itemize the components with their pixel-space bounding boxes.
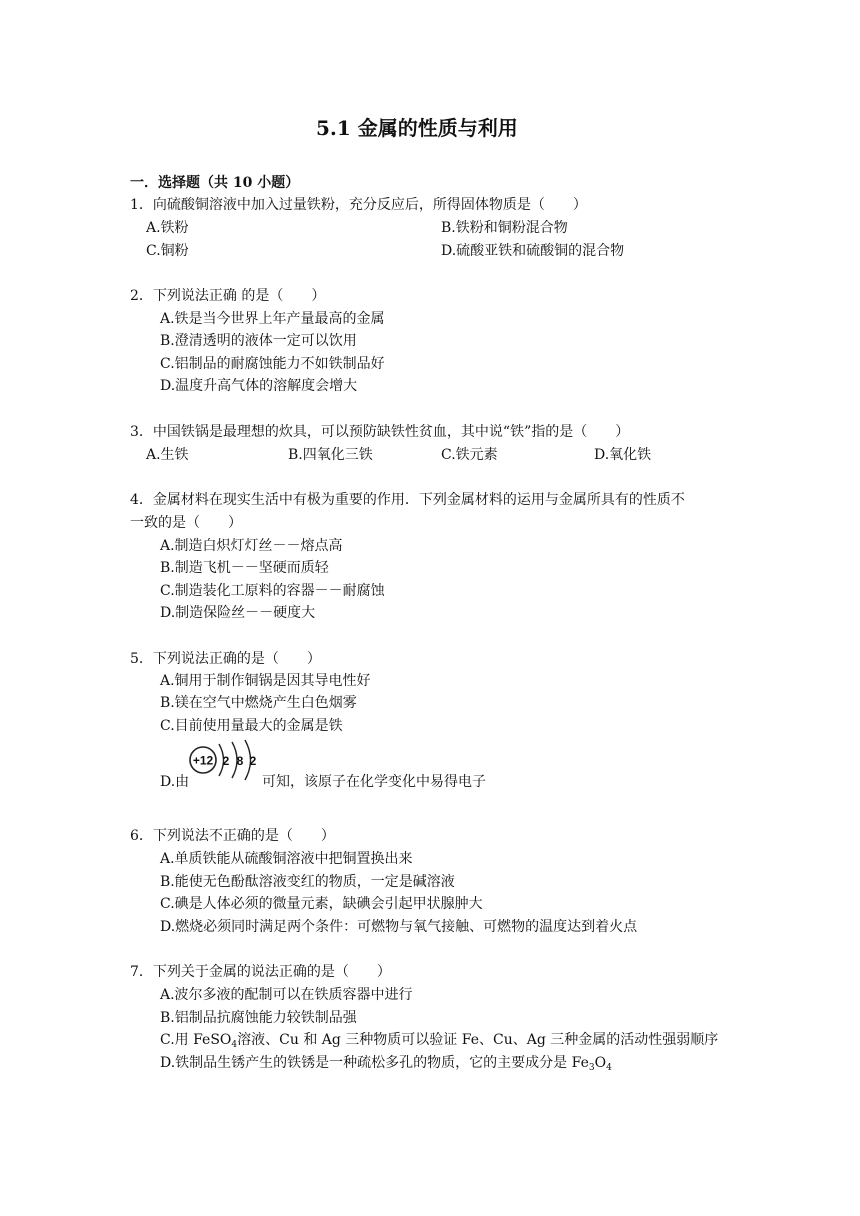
nucleus-charge-label: +12	[192, 753, 214, 768]
question-4-stem-line2: 一致的是（ ）	[130, 515, 242, 531]
question-7-option-d: D.铁制品生锈产生的铁锈是一种疏松多孔的物质，它的主要成分是 $Fe_3O_4$	[160, 1055, 612, 1073]
question-7-stem: 7．下列关于金属的说法正确的是（ ）	[130, 964, 391, 980]
question-4-stem-line1: 4．金属材料在现实生活中有极为重要的作用．下列金属材料的运用与金属所具有的性质不	[130, 492, 685, 508]
question-2-option-d: D.温度升高气体的溶解度会增大	[160, 378, 358, 394]
question-4-option-d: D.制造保险丝－－硬度大	[160, 605, 316, 621]
question-7-option-b: B.铝制品抗腐蚀能力较铁制品强	[160, 1010, 357, 1026]
question-5-option-a: A.铜用于制作铜锅是因其导电性好	[160, 673, 371, 689]
question-1-option-b: B.铁粉和铜粉混合物	[441, 220, 568, 236]
question-6-option-b: B.能使无色酚酞溶液变红的物质，一定是碱溶液	[160, 874, 455, 890]
question-2-stem: 2．下列说法正确 的是（ ）	[130, 288, 326, 304]
question-5-option-d-suffix: 可知，该原子在化学变化中易得电子	[262, 774, 486, 790]
question-3-option-c: C.铁元素	[441, 447, 498, 463]
question-6-option-a: A.单质铁能从硫酸铜溶液中把铜置换出来	[160, 851, 413, 867]
atomic-structure-diagram	[186, 738, 262, 786]
question-1-option-d: D.硫酸亚铁和硫酸铜的混合物	[441, 243, 625, 259]
question-5-option-c: C.目前使用量最大的金属是铁	[160, 718, 343, 734]
shell-2-electrons: 8	[236, 754, 244, 768]
question-7-option-c: C.用 FeSO$_4$溶液、Cu 和 Ag 三种物质可以验证 Fe、Cu、Ag 三种金属的活动性强弱顺序	[160, 1032, 719, 1050]
question-5-stem: 5．下列说法正确的是（ ）	[130, 651, 321, 667]
question-4-option-c: C.制造装化工原料的容器－－耐腐蚀	[160, 583, 385, 599]
section-heading: 一．选择题（共 10 小题）	[130, 175, 300, 191]
question-3-stem: 3．中国铁锅是最理想的炊具，可以预防缺铁性贫血，其中说“铁”指的是（ ）	[130, 424, 630, 440]
question-2-option-a: A.铁是当今世界上年产量最高的金属	[160, 311, 385, 327]
question-6-option-d: D.燃烧必须同时满足两个条件：可燃物与氧气接触、可燃物的温度达到着火点	[160, 919, 638, 935]
question-6-stem: 6．下列说法不正确的是（ ）	[130, 828, 335, 844]
question-4-option-a: A.制造白炽灯灯丝－－熔点高	[160, 538, 343, 554]
question-5-option-b: B.镁在空气中燃烧产生白色烟雾	[160, 695, 357, 711]
question-1-option-c: C.铜粉	[146, 243, 189, 259]
question-4-option-b: B.制造飞机－－坚硬而质轻	[160, 560, 329, 576]
page-title: 5.1 金属的性质与利用	[316, 116, 518, 140]
shell-1-electrons: 2	[222, 754, 230, 768]
question-2-option-b: B.澄清透明的液体一定可以饮用	[160, 333, 357, 349]
question-5-option-d-prefix: D.由	[160, 774, 190, 790]
question-1-option-a: A.铁粉	[146, 220, 189, 236]
shell-3-electrons: 2	[249, 754, 257, 768]
question-2-option-c: C.铝制品的耐腐蚀能力不如铁制品好	[160, 356, 385, 372]
question-3-option-a: A.生铁	[146, 447, 189, 463]
question-6-option-c: C.碘是人体必须的微量元素，缺碘会引起甲状腺肿大	[160, 896, 483, 912]
question-1-stem: 1．向硫酸铜溶液中加入过量铁粉，充分反应后，所得固体物质是（ ）	[130, 197, 587, 213]
question-3-option-d: D.氧化铁	[594, 447, 652, 463]
question-3-option-b: B.四氧化三铁	[288, 447, 373, 463]
question-7-option-a: A.波尔多液的配制可以在铁质容器中进行	[160, 987, 413, 1003]
